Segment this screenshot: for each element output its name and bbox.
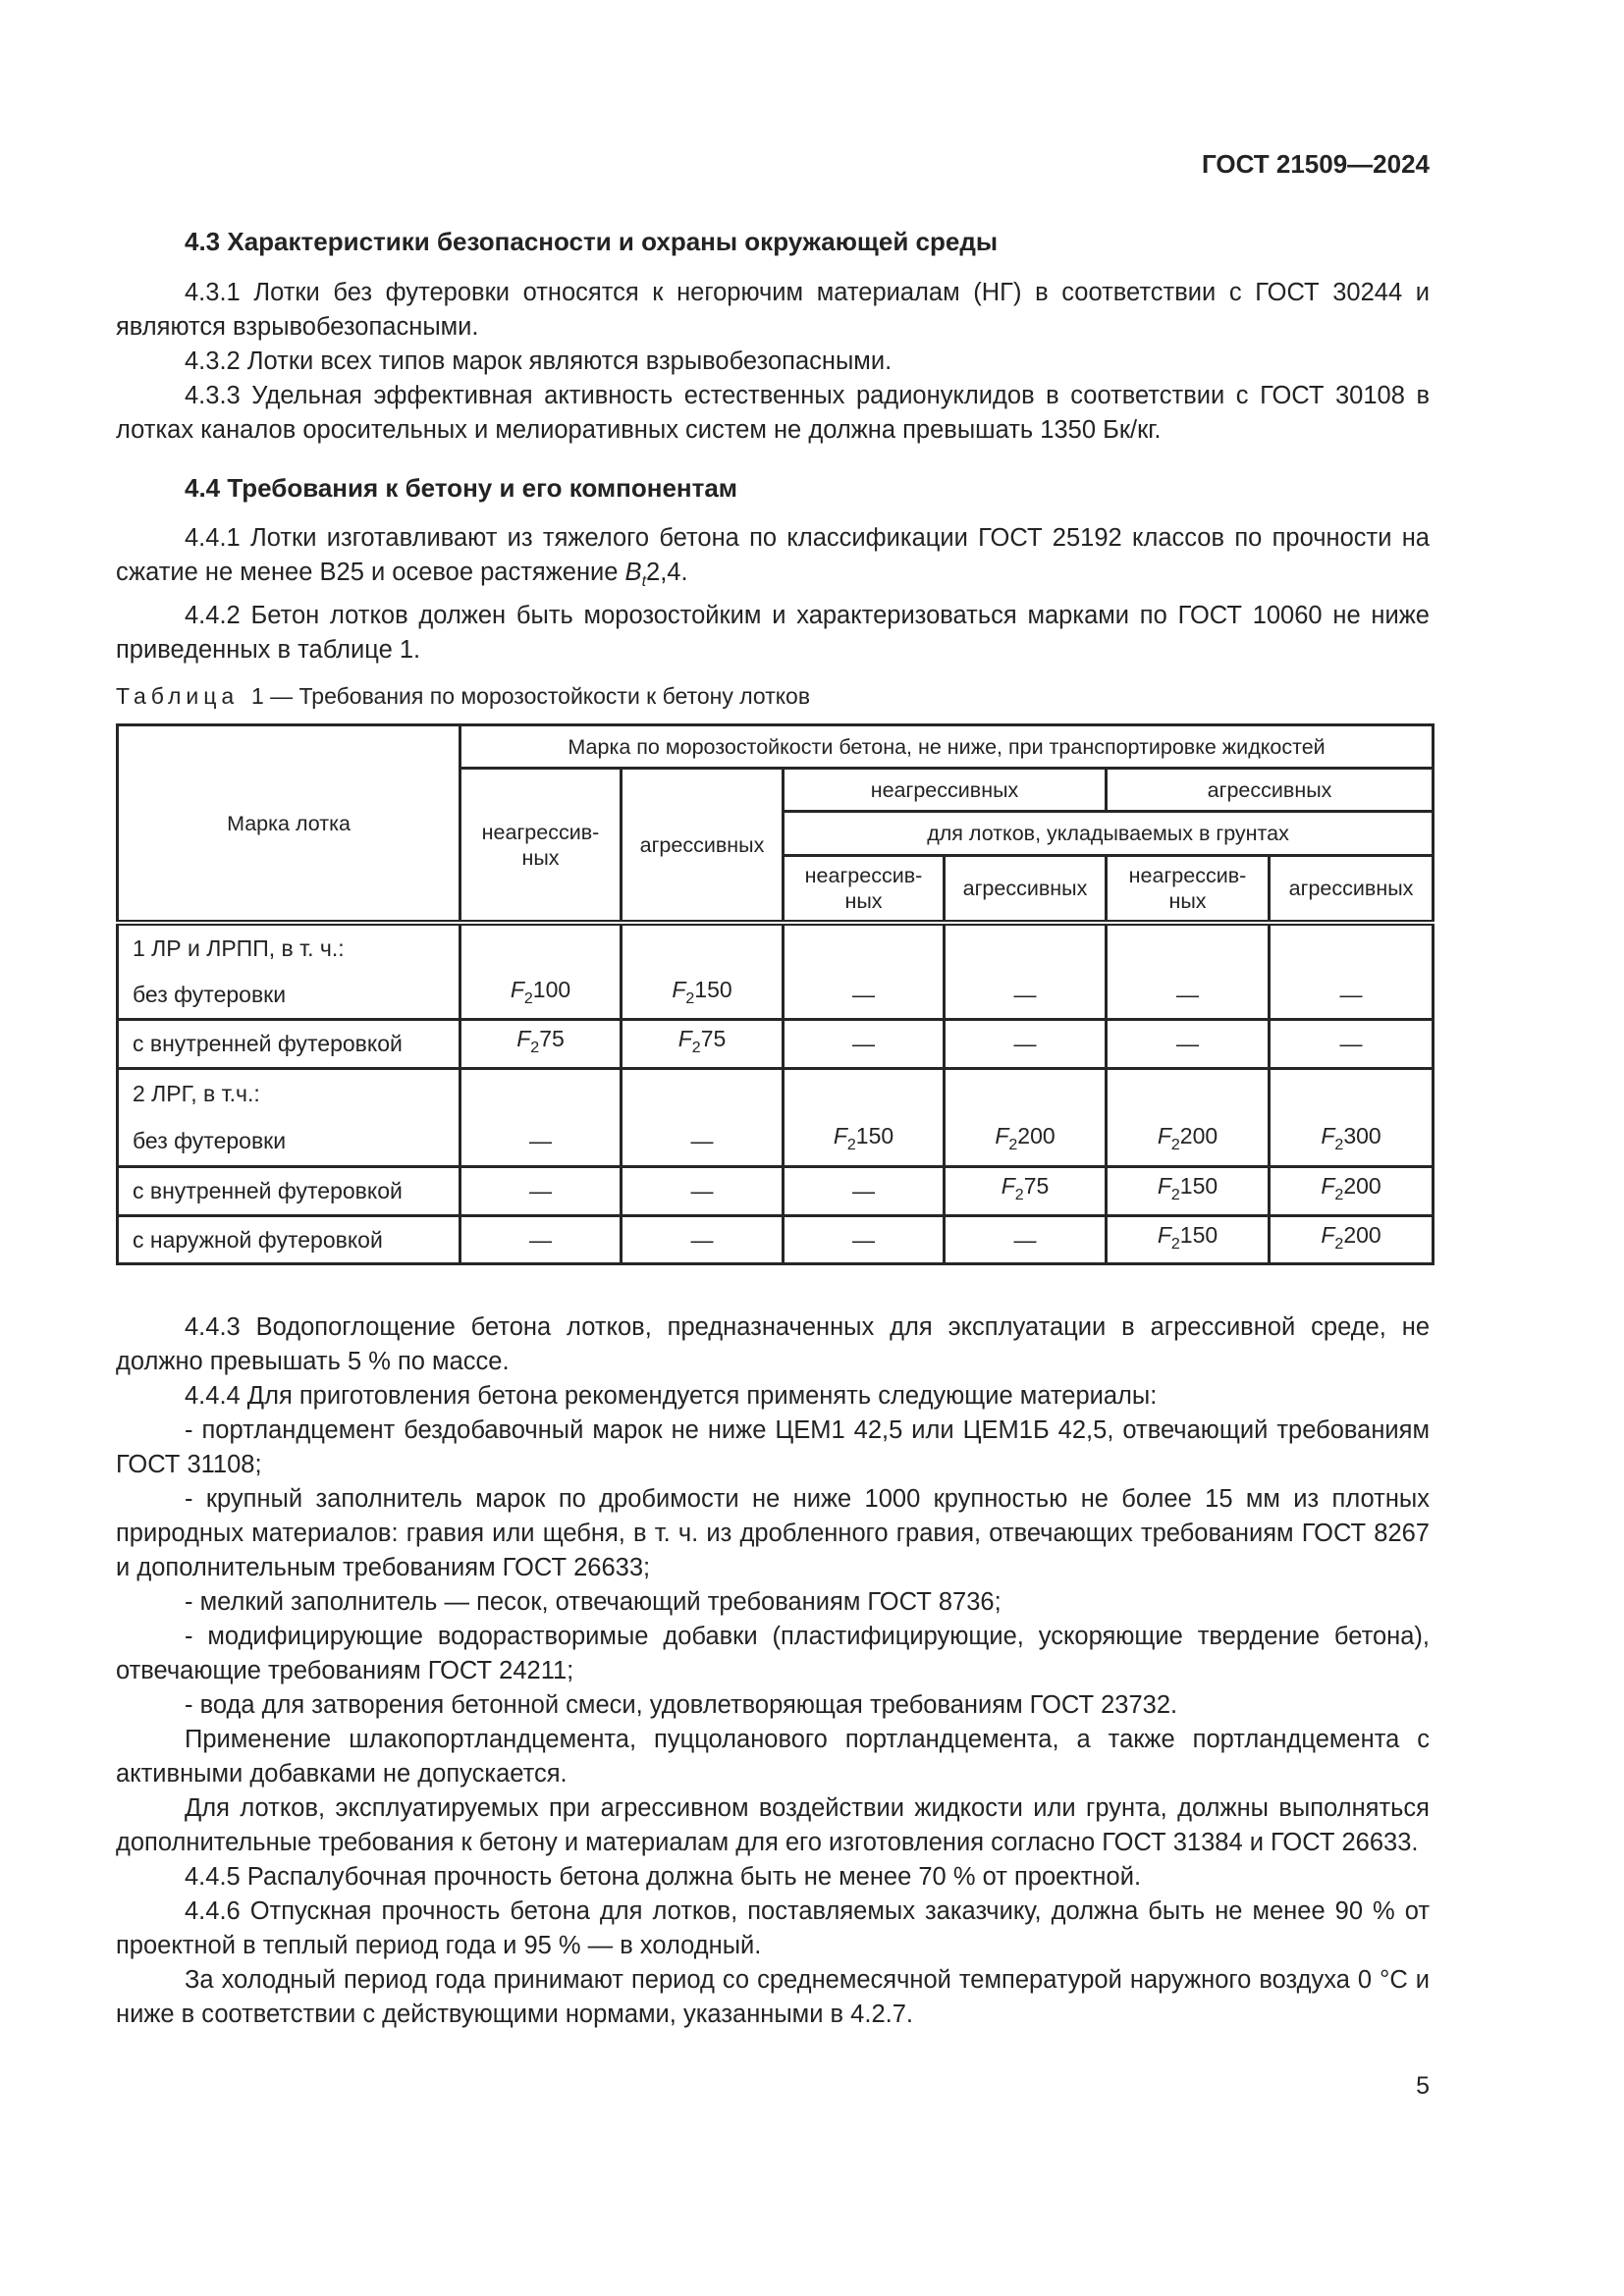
section-4-4-heading: 4.4 Требования к бетону и его компонентам [185,473,738,503]
paragraph-4-4-1: 4.4.1 Лотки изготавливают из тяжелого бетона по классификации ГОСТ 25192 классов по прочности на сжатие не менее В25 и осевое растяжение $B_t2,4$. [116,524,1430,591]
frost-resistance-table [116,723,1435,1265]
table-row [118,923,1434,971]
header-sub-aggressive-2: агрессивных [1270,856,1434,924]
row-label: без футеровки [118,1117,460,1166]
table-cell-value: — [784,1019,945,1068]
section-4-3-body [116,276,1430,448]
paragraph-4-4-4: 4.4.4 Для приготовления бетона рекомендуется применять следующие материалы: [185,1382,1158,1410]
table-cell-value: — [460,1166,622,1215]
table-caption-label: Таблица [116,683,240,709]
row-label: с внутренней футеровкой [118,1166,460,1215]
header-soil-aggressive: агрессивных [1107,769,1434,812]
table-row [118,971,1434,1019]
header-tray-mark: Марка лотка [118,725,460,924]
header-soil-nonaggressive: неагрессивных [784,769,1107,812]
table-row [118,1019,1434,1068]
row-label: без футеровки [118,971,460,1019]
table-cell-value: $F_2200$ [945,1117,1107,1166]
list-item-fine-aggregate: - мелкий заполнитель — песок, отвечающий требованиям ГОСТ 8736; [185,1588,1001,1616]
paragraph-4-4-2: 4.4.2 Бетон лотков должен быть морозостойким и характеризоваться марками по ГОСТ 10060 не ниже приведенных в таблице 1. [116,602,1430,665]
section-4-4-body [116,521,1430,667]
page-number: 5 [1416,2072,1430,2100]
table-cell-value: $F_2200$ [1270,1215,1434,1263]
table-cell-value: $F_275$ [945,1166,1107,1215]
list-item-additives: - модифицирующие водорастворимые добавки (пластифицирующие, ускоряющие твердение бетона), отвечающие требованиям ГОСТ 24211; [116,1623,1430,1684]
paragraph-prohibited-cements: Применение шлакопортландцемента, пуццоланового портландцемента, а также портландцемента с активными добавками не допускается. [116,1726,1430,1788]
header-nonaggressive: неагрессив-ных [460,769,622,924]
table-cell-value: $F_2150$ [784,1117,945,1166]
table-cell-value: — [784,1215,945,1263]
paragraph-cold-period: За холодный период года принимают период со среднемесячной температурой наружного воздуха 0 °С и ниже в соответствии с действующими нормами, указанными в 4.2.7. [116,1966,1430,2028]
paragraph-4-4-3: 4.4.3 Водопоглощение бетона лотков, предназначенных для эксплуатации в агрессивной среде, не должно превышать 5 % по массе. [116,1313,1430,1375]
table-cell-value: — [622,1166,784,1215]
section-4-3-heading: 4.3 Характеристики безопасности и охраны окружающей среды [185,227,999,256]
paragraph-4-3-3: 4.3.3 Удельная эффективная активность естественных радионуклидов в соответствии с ГОСТ 30108 в лотках каналов оросительных и мелиоративных систем не должна превышать 1350 Бк/кг. [116,382,1430,444]
group-title: 2 ЛРГ, в т.ч.: [118,1068,460,1117]
table-cell-value: — [1107,1019,1270,1068]
list-item-coarse-aggregate: - крупный заполнитель марок по дробимости не ниже 1000 крупностью не более 15 мм из плотных природных материалов: гравия или щебня, в т. ч. из дробленного гравия, отвечающих требованиям ГОСТ 8267 и дополнительным требованиям ГОСТ 26633; [116,1485,1430,1581]
row-label: с наружной футеровкой [118,1215,460,1263]
table-cell-value: — [460,1117,622,1166]
paragraph-aggressive-requirements: Для лотков, эксплуатируемых при агрессивном воздействии жидкости или грунта, должны выполняться дополнительные требования к бетону и материалам для его изготовления согласно ГОСТ 31384 и ГОСТ 26633. [116,1794,1430,1856]
table-cell-value: $F_2200$ [1270,1166,1434,1215]
table-cell-value: — [622,1117,784,1166]
row-label: с внутренней футеровкой [118,1019,460,1068]
header-sub-nonaggressive-2: неагрессив-ных [1107,856,1270,924]
paragraph-4-3-1: 4.3.1 Лотки без футеровки относятся к негорючим материалам (НГ) в соответствии с ГОСТ 30244 и являются взрывобезопасными. [116,279,1430,341]
header-soil-span: для лотков, укладываемых в грунтах [784,812,1434,856]
paragraph-4-3-2: 4.3.2 Лотки всех типов марок являются взрывобезопасными. [185,347,893,375]
header-sub-aggressive-1: агрессивных [945,856,1107,924]
list-item-cement: - портландцемент бездобавочный марок не ниже ЦЕМ1 42,5 или ЦЕМ1Б 42,5, отвечающий требованиям ГОСТ 31108; [116,1416,1430,1478]
table-cell-value: $F_275$ [622,1019,784,1068]
after-table-body [116,1310,1430,2032]
header-aggressive: агрессивных [622,769,784,924]
table-row [118,1215,1434,1263]
table-cell-value: $F_2150$ [622,971,784,1019]
table-cell-value: $F_2150$ [1107,1215,1270,1263]
paragraph-4-4-6: 4.4.6 Отпускная прочность бетона для лотков, поставляемых заказчику, должна быть не менее 90 % от проектной в теплый период года и 95 % — в холодный. [116,1897,1430,1959]
table-cell-value: $F_275$ [460,1019,622,1068]
table-cell-value: — [784,1166,945,1215]
table-cell-value: — [460,1215,622,1263]
table-cell-value: — [945,1215,1107,1263]
table-cell-value: — [1270,971,1434,1019]
table-caption [116,679,810,714]
header-sub-nonaggressive-1: неагрессив-ных [784,856,945,924]
table-cell-value: — [622,1215,784,1263]
table-cell-value: — [945,1019,1107,1068]
table-cell-value: $F_2150$ [1107,1166,1270,1215]
table-cell-value: $F_2200$ [1107,1117,1270,1166]
table-cell-value: — [1270,1019,1434,1068]
document-code-header: ГОСТ 21509—2024 [1202,149,1430,179]
header-group: Марка по морозостойкости бетона, не ниже, при транспортировке жидкостей [460,725,1434,769]
table-row [118,1068,1434,1117]
list-item-water: - вода для затворения бетонной смеси, удовлетворяющая требованиям ГОСТ 23732. [185,1691,1178,1719]
table-cell-value: $F_2100$ [460,971,622,1019]
table-cell-value: $F_2300$ [1270,1117,1434,1166]
table-caption-text: 1 — Требования по морозостойкости к бетону лотков [250,683,811,709]
paragraph-4-4-5: 4.4.5 Распалубочная прочность бетона должна быть не менее 70 % от проектной. [185,1863,1142,1891]
table-row [118,1117,1434,1166]
group-title: 1 ЛР и ЛРПП, в т. ч.: [118,923,460,971]
table-row [118,1166,1434,1215]
table-cell-value: — [945,971,1107,1019]
table-cell-value: — [1107,971,1270,1019]
table-cell-value: — [784,971,945,1019]
